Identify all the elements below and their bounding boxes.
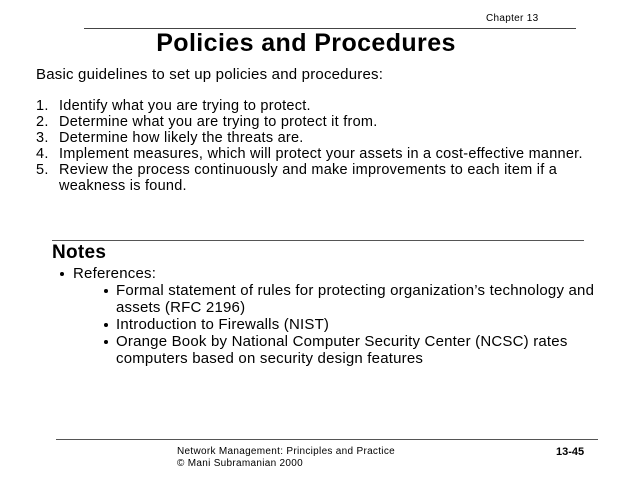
slide-title: Policies and Procedures	[156, 29, 456, 57]
item-text: Implement measures, which will protect your assets in a cost-effective manner.	[59, 146, 583, 162]
reference-text: Orange Book by National Computer Security Center (NCSC) rates computers based on security design features	[116, 333, 568, 367]
footer-book-title: Network Management: Principles and Practice	[177, 446, 395, 457]
chapter-label: Chapter 13	[486, 13, 539, 24]
item-number: 4.	[36, 146, 49, 162]
bullet-icon	[102, 333, 116, 367]
list-item	[36, 162, 616, 194]
list-item	[36, 98, 616, 114]
footer	[177, 446, 395, 470]
list-item	[102, 316, 598, 333]
list-item	[36, 130, 616, 146]
bullet-icon	[58, 265, 73, 282]
notes-divider	[52, 240, 584, 241]
notes-body	[58, 265, 598, 367]
page-number: 13-45	[556, 446, 585, 458]
references-label: References:	[73, 265, 157, 282]
bullet-icon	[102, 316, 116, 333]
item-number: 2.	[36, 114, 49, 130]
reference-text: Formal statement of rules for protecting organization’s technology and assets (RFC 2196)	[116, 282, 595, 316]
item-text: Review the process continuously and make improvements to each item if a weakness is found.	[59, 162, 558, 194]
item-number: 5.	[36, 162, 49, 178]
footer-divider	[56, 439, 598, 440]
item-text: Identify what you are trying to protect.	[59, 98, 311, 114]
list-item	[36, 114, 616, 130]
list-item	[102, 333, 598, 367]
intro-text: Basic guidelines to set up policies and procedures:	[36, 66, 384, 83]
item-text: Determine how likely the threats are.	[59, 130, 304, 146]
footer-copyright: © Mani Subramanian 2000	[177, 458, 304, 469]
guidelines-list	[36, 98, 616, 194]
list-item	[102, 282, 598, 316]
item-number: 1.	[36, 98, 49, 114]
reference-text: Introduction to Firewalls (NIST)	[116, 316, 330, 333]
item-number: 3.	[36, 130, 49, 146]
references-heading	[58, 265, 598, 282]
notes-title: Notes	[52, 242, 107, 263]
list-item	[36, 146, 616, 162]
item-text: Determine what you are trying to protect it from.	[59, 114, 378, 130]
bullet-icon	[102, 282, 116, 316]
references-list	[102, 282, 598, 367]
